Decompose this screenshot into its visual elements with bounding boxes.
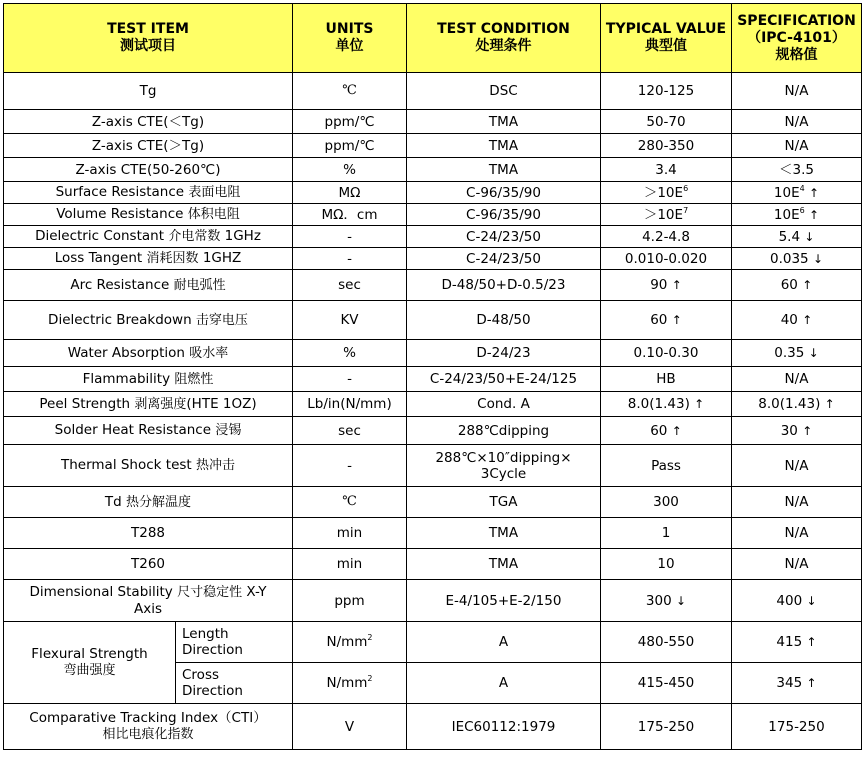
typical-cell: 50-70 bbox=[601, 110, 732, 134]
table-row-water-absorption bbox=[4, 340, 862, 367]
header-test-item: TEST ITEM 测试项目 bbox=[4, 4, 293, 73]
spec-cell: 175-250 bbox=[732, 704, 862, 750]
unit-cell: - bbox=[293, 248, 407, 270]
table-row-tg bbox=[4, 73, 862, 110]
condition-cell: TGA bbox=[407, 487, 601, 518]
unit-cell: % bbox=[293, 158, 407, 182]
typical-cell: 1 bbox=[601, 518, 732, 549]
unit-cell: V bbox=[293, 704, 407, 750]
up-arrow-icon: ↑ bbox=[802, 278, 813, 292]
condition-cell: C-24/23/50 bbox=[407, 248, 601, 270]
flexural-item-cell: Flexural Strength 弯曲强度 bbox=[4, 622, 176, 704]
item-cell: Peel Strength 剥离强度(HTE 1OZ) bbox=[4, 392, 293, 417]
up-arrow-icon: ↑ bbox=[806, 676, 817, 690]
item-cell: Arc Resistance 耐电弧性 bbox=[4, 270, 293, 301]
up-arrow-icon: ↑ bbox=[824, 397, 835, 411]
item-cell: T288 bbox=[4, 518, 293, 549]
unit-cell: sec bbox=[293, 417, 407, 445]
condition-cell: DSC bbox=[407, 73, 601, 110]
table-row-arc-resistance bbox=[4, 270, 862, 301]
typical-cell: 175-250 bbox=[601, 704, 732, 750]
spec-cell: N/A bbox=[732, 134, 862, 158]
spec-cell: 5.4 ↓ bbox=[732, 226, 862, 248]
header-typical-value: TYPICAL VALUE 典型值 bbox=[601, 4, 732, 73]
typical-cell: 90 ↑ bbox=[601, 270, 732, 301]
spec-cell: 30 ↑ bbox=[732, 417, 862, 445]
properties-table bbox=[3, 3, 862, 750]
condition-cell: Cond. A bbox=[407, 392, 601, 417]
condition-cell: C-24/23/50+E-24/125 bbox=[407, 367, 601, 392]
up-arrow-icon: ↑ bbox=[806, 635, 817, 649]
header-units: UNITS 单位 bbox=[293, 4, 407, 73]
typical-cell: 280-350 bbox=[601, 134, 732, 158]
unit-cell: min bbox=[293, 549, 407, 580]
item-cell: Surface Resistance 表面电阻 bbox=[4, 182, 293, 204]
unit-cell: min bbox=[293, 518, 407, 549]
typical-cell: 0.10-0.30 bbox=[601, 340, 732, 367]
spec-cell: 40 ↑ bbox=[732, 301, 862, 340]
table-row-t260 bbox=[4, 549, 862, 580]
direction-cell: Length Direction bbox=[176, 622, 293, 663]
header-specification: SPECIFICATION （IPC-4101） 规格值 bbox=[732, 4, 862, 73]
spec-cell: 415 ↑ bbox=[732, 622, 862, 663]
unit-cell: ℃ bbox=[293, 73, 407, 110]
unit-cell: MΩ bbox=[293, 182, 407, 204]
typical-cell: 3.4 bbox=[601, 158, 732, 182]
typical-cell: 120-125 bbox=[601, 73, 732, 110]
table-row-dimensional-stability bbox=[4, 580, 862, 622]
condition-cell: E-4/105+E-2/150 bbox=[407, 580, 601, 622]
item-cell: Dimensional Stability 尺寸稳定性 X-Y Axis bbox=[4, 580, 293, 622]
table-row-flammability bbox=[4, 367, 862, 392]
item-cell: Z-axis CTE(＞Tg) bbox=[4, 134, 293, 158]
typical-cell: 0.010-0.020 bbox=[601, 248, 732, 270]
item-cell: Td 热分解温度 bbox=[4, 487, 293, 518]
typical-cell: $>10E^7$ bbox=[601, 204, 732, 226]
table-row-cte-below bbox=[4, 110, 862, 134]
spec-cell: N/A bbox=[732, 549, 862, 580]
table-row-surface-resistance bbox=[4, 182, 862, 204]
up-arrow-icon: ↑ bbox=[671, 278, 682, 292]
item-cell: Water Absorption 吸水率 bbox=[4, 340, 293, 367]
item-cell: Z-axis CTE(＜Tg) bbox=[4, 110, 293, 134]
unit-cell: - bbox=[293, 367, 407, 392]
spec-cell: N/A bbox=[732, 518, 862, 549]
condition-cell: D-24/23 bbox=[407, 340, 601, 367]
item-cell: Dielectric Constant 介电常数 1GHz bbox=[4, 226, 293, 248]
up-arrow-icon: ↑ bbox=[809, 207, 820, 222]
unit-cell: ppm/℃ bbox=[293, 134, 407, 158]
spec-cell: ＜3.5 bbox=[732, 158, 862, 182]
spec-cell: 345 ↑ bbox=[732, 663, 862, 704]
spec-cell: N/A bbox=[732, 487, 862, 518]
unit-cell: - bbox=[293, 445, 407, 487]
unit-cell: ℃ bbox=[293, 487, 407, 518]
table-row-td bbox=[4, 487, 862, 518]
typical-cell: 300 bbox=[601, 487, 732, 518]
condition-cell: TMA bbox=[407, 518, 601, 549]
condition-cell: IEC60112:1979 bbox=[407, 704, 601, 750]
condition-cell: D-48/50 bbox=[407, 301, 601, 340]
item-cell: Volume Resistance 体积电阻 bbox=[4, 204, 293, 226]
typical-cell: 480-550 bbox=[601, 622, 732, 663]
down-arrow-icon: ↓ bbox=[808, 346, 819, 360]
table-row-cte-above bbox=[4, 134, 862, 158]
spec-cell: 60 ↑ bbox=[732, 270, 862, 301]
table-row-thermal-shock bbox=[4, 445, 862, 487]
typical-cell: 8.0(1.43) ↑ bbox=[601, 392, 732, 417]
unit-cell: Lb/in(N/mm) bbox=[293, 392, 407, 417]
table-row-dielectric-constant bbox=[4, 226, 862, 248]
typical-cell: 300 ↓ bbox=[601, 580, 732, 622]
unit-cell: - bbox=[293, 226, 407, 248]
typical-cell: HB bbox=[601, 367, 732, 392]
item-cell: Z-axis CTE(50-260℃) bbox=[4, 158, 293, 182]
spec-cell: N/A bbox=[732, 73, 862, 110]
up-arrow-icon: ↑ bbox=[671, 423, 682, 438]
table-row-cti bbox=[4, 704, 862, 750]
item-cell: Flammability 阻燃性 bbox=[4, 367, 293, 392]
unit-cell: sec bbox=[293, 270, 407, 301]
header-test-condition: TEST CONDITION 处理条件 bbox=[407, 4, 601, 73]
condition-cell: A bbox=[407, 663, 601, 704]
unit-cell: ppm bbox=[293, 580, 407, 622]
table-row-cte-range bbox=[4, 158, 862, 182]
condition-cell: TMA bbox=[407, 158, 601, 182]
spec-cell: $10E^6$ ↑ bbox=[732, 204, 862, 226]
up-arrow-icon: ↑ bbox=[694, 397, 705, 411]
item-cell: Comparative Tracking Index（CTI） 相比电痕化指数 bbox=[4, 704, 293, 750]
typical-cell: 60 ↑ bbox=[601, 301, 732, 340]
spec-cell: $10E^4$ ↑ bbox=[732, 182, 862, 204]
unit-cell: $N/mm^2$ bbox=[293, 663, 407, 704]
spec-cell: 8.0(1.43) ↑ bbox=[732, 392, 862, 417]
down-arrow-icon: ↓ bbox=[806, 593, 817, 608]
down-arrow-icon: ↓ bbox=[812, 251, 823, 266]
item-cell: Thermal Shock test 热冲击 bbox=[4, 445, 293, 487]
condition-cell: A bbox=[407, 622, 601, 663]
table-row-peel-strength bbox=[4, 392, 862, 417]
down-arrow-icon: ↓ bbox=[804, 229, 815, 244]
spec-cell: 0.035 ↓ bbox=[732, 248, 862, 270]
condition-cell: TMA bbox=[407, 134, 601, 158]
condition-cell: 288℃×10″dipping× 3Cycle bbox=[407, 445, 601, 487]
spec-cell: N/A bbox=[732, 110, 862, 134]
typical-cell: $>10E^6$ bbox=[601, 182, 732, 204]
condition-cell: TMA bbox=[407, 110, 601, 134]
item-cell: Tg bbox=[4, 73, 293, 110]
unit-cell: $N/mm^2$ bbox=[293, 622, 407, 663]
item-cell: T260 bbox=[4, 549, 293, 580]
spec-cell: N/A bbox=[732, 445, 862, 487]
table-row-loss-tangent bbox=[4, 248, 862, 270]
table-row-solder-heat bbox=[4, 417, 862, 445]
condition-cell: C-24/23/50 bbox=[407, 226, 601, 248]
spec-cell: N/A bbox=[732, 367, 862, 392]
condition-cell: TMA bbox=[407, 549, 601, 580]
up-arrow-icon: ↑ bbox=[671, 313, 682, 327]
typical-cell: 4.2-4.8 bbox=[601, 226, 732, 248]
direction-cell: Cross Direction bbox=[176, 663, 293, 704]
item-cell: Loss Tangent 消耗因数 1GHZ bbox=[4, 248, 293, 270]
down-arrow-icon: ↓ bbox=[676, 593, 687, 608]
typical-cell: 60 ↑ bbox=[601, 417, 732, 445]
table-row-dielectric-breakdown bbox=[4, 301, 862, 340]
typical-cell: Pass bbox=[601, 445, 732, 487]
header-row bbox=[4, 4, 862, 73]
table-row-t288 bbox=[4, 518, 862, 549]
condition-cell: 288℃dipping bbox=[407, 417, 601, 445]
unit-cell: KV bbox=[293, 301, 407, 340]
table-row-flexural-length bbox=[4, 622, 862, 663]
typical-cell: 10 bbox=[601, 549, 732, 580]
typical-cell: 415-450 bbox=[601, 663, 732, 704]
up-arrow-icon: ↑ bbox=[809, 185, 820, 200]
up-arrow-icon: ↑ bbox=[802, 313, 813, 327]
unit-cell: % bbox=[293, 340, 407, 367]
condition-cell: D-48/50+D-0.5/23 bbox=[407, 270, 601, 301]
unit-cell: ppm/℃ bbox=[293, 110, 407, 134]
item-cell: Dielectric Breakdown 击穿电压 bbox=[4, 301, 293, 340]
condition-cell: C-96/35/90 bbox=[407, 182, 601, 204]
spec-cell: 0.35 ↓ bbox=[732, 340, 862, 367]
up-arrow-icon: ↑ bbox=[802, 423, 813, 438]
unit-cell: MΩ．cm bbox=[293, 204, 407, 226]
spec-cell: 400 ↓ bbox=[732, 580, 862, 622]
condition-cell: C-96/35/90 bbox=[407, 204, 601, 226]
item-cell: Solder Heat Resistance 浸锡 bbox=[4, 417, 293, 445]
table-row-volume-resistance bbox=[4, 204, 862, 226]
